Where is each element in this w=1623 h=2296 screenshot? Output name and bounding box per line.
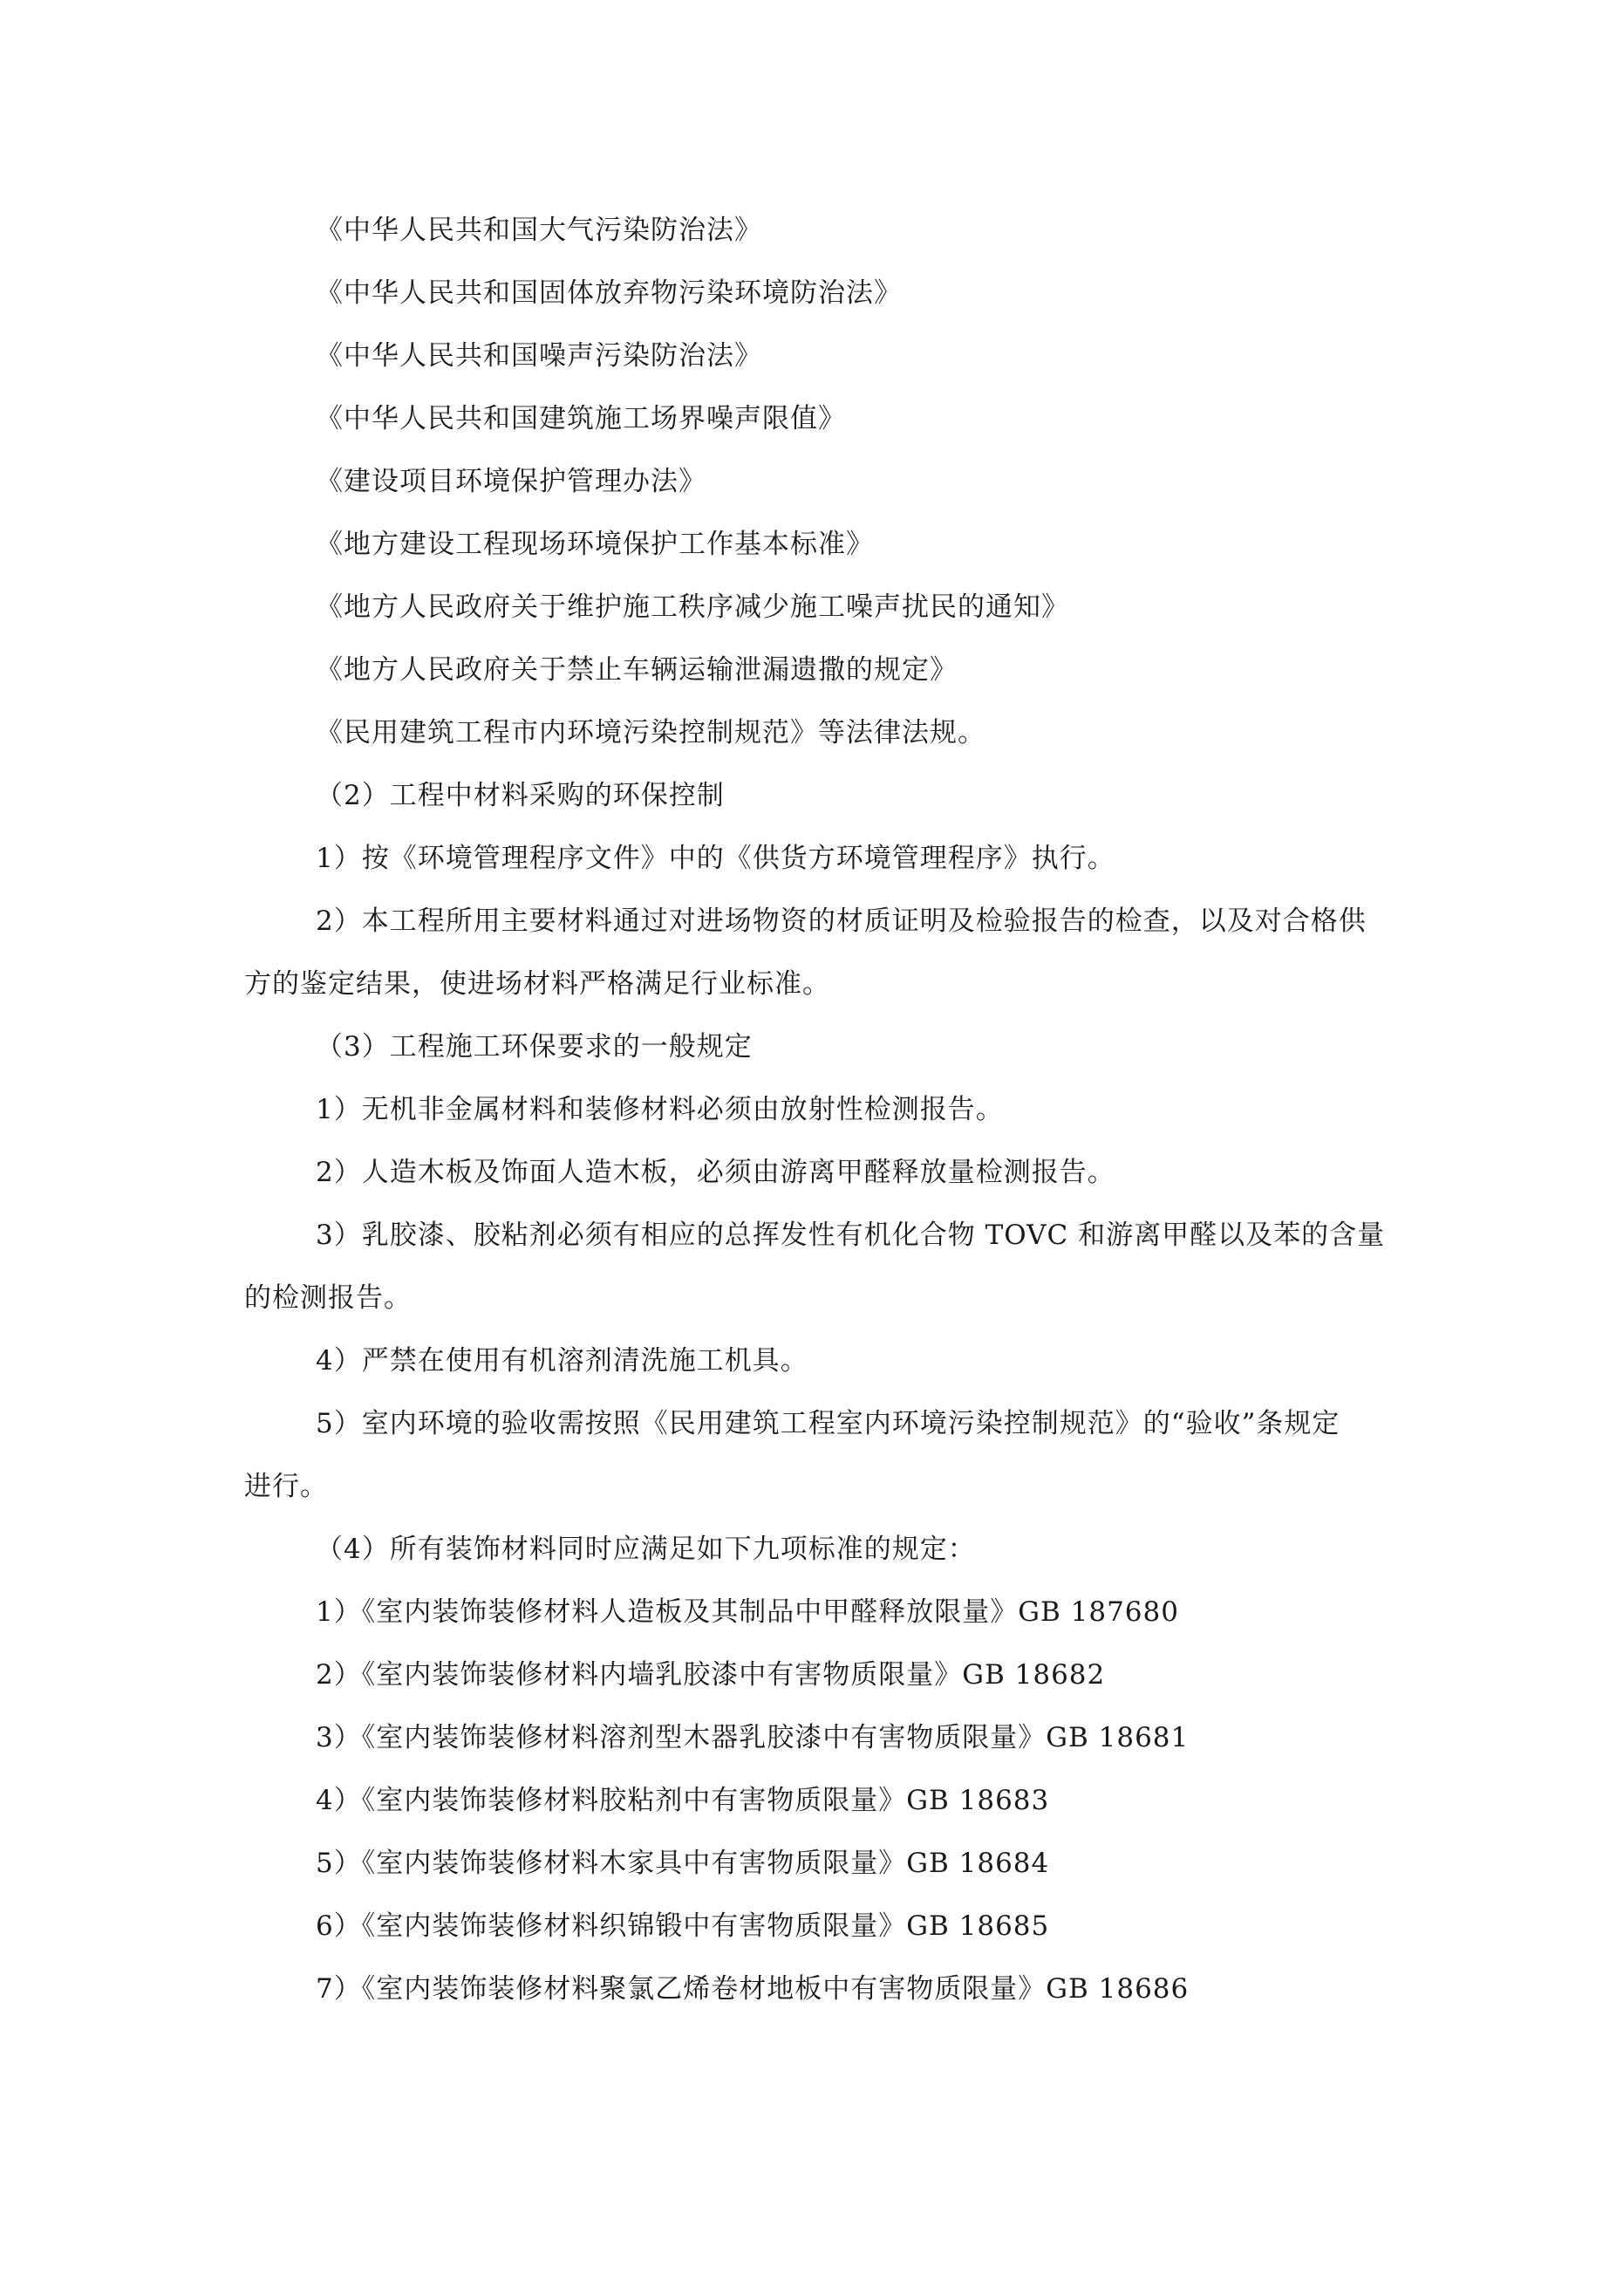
paragraph-item: 2）人造木板及饰面人造木板，必须由游离甲醛释放量检测报告。	[316, 1157, 1115, 1188]
law-item-air-pollution: 《中华人民共和国大气污染防治法》	[316, 215, 762, 246]
law-item-local-vehicle-spill: 《地方人民政府关于禁止车辆运输泄漏遗撒的规定》	[316, 654, 958, 686]
paragraph-item: 3）乳胶漆、胶粘剂必须有相应的总挥发性有机化合物 TOVC 和游离甲醛以及苯的含量	[316, 1220, 1386, 1251]
document-body	[244, 199, 1413, 2020]
standard-item: 5）《室内装饰装修材料木家具中有害物质限量》GB 18684	[316, 1848, 1050, 1879]
standard-item: 6）《室内装饰装修材料织锦锻中有害物质限量》GB 18685	[316, 1910, 1050, 1942]
standard-item: 4）《室内装饰装修材料胶粘剂中有害物质限量》GB 18683	[316, 1785, 1050, 1816]
law-item-noise-pollution: 《中华人民共和国噪声污染防治法》	[316, 340, 762, 372]
section-heading-2: （2）工程中材料采购的环保控制	[316, 780, 725, 811]
law-item-solid-waste: 《中华人民共和国固体放弃物污染环境防治法》	[316, 277, 902, 309]
paragraph-item: 1）无机非金属材料和装修材料必须由放射性检测报告。	[316, 1094, 1004, 1125]
section-heading-3: （3）工程施工环保要求的一般规定	[316, 1031, 753, 1063]
law-item-construction-noise-limit: 《中华人民共和国建筑施工场界噪声限值》	[316, 403, 846, 434]
standard-item: 3）《室内装饰装修材料溶剂型木器乳胶漆中有害物质限量》GB 18681	[316, 1722, 1190, 1753]
standard-item: 7）《室内装饰装修材料聚氯乙烯卷材地板中有害物质限量》GB 18686	[316, 1973, 1190, 2005]
standard-item: 1）《室内装饰装修材料人造板及其制品中甲醛释放限量》GB 187680	[316, 1596, 1179, 1628]
section-heading-4: （4）所有装饰材料同时应满足如下九项标准的规定：	[316, 1534, 976, 1565]
paragraph-continuation: 的检测报告。	[244, 1282, 412, 1314]
law-item-local-site-standard: 《地方建设工程现场环境保护工作基本标准》	[316, 529, 874, 560]
paragraph-continuation: 方的鉴定结果，使进场材料严格满足行业标准。	[244, 968, 830, 1000]
law-item-indoor-pollution-code: 《民用建筑工程市内环境污染控制规范》等法律法规。	[316, 717, 985, 748]
paragraph-item: 2）本工程所用主要材料通过对进场物资的材质证明及检验报告的检查，以及对合格供	[316, 905, 1367, 937]
paragraph-item: 4）严禁在使用有机溶剂清洗施工机具。	[316, 1345, 808, 1377]
paragraph-item: 5）室内环境的验收需按照《民用建筑工程室内环境污染控制规范》的“验收”条规定	[316, 1408, 1340, 1439]
paragraph-continuation: 进行。	[244, 1471, 328, 1502]
standard-item: 2）《室内装饰装修材料内墙乳胶漆中有害物质限量》GB 18682	[316, 1659, 1106, 1691]
law-item-project-env-management: 《建设项目环境保护管理办法》	[316, 466, 706, 497]
paragraph-item: 1）按《环境管理程序文件》中的《供货方环境管理程序》执行。	[316, 843, 1115, 874]
law-item-local-noise-notice: 《地方人民政府关于维护施工秩序减少施工噪声扰民的通知》	[316, 591, 1069, 623]
